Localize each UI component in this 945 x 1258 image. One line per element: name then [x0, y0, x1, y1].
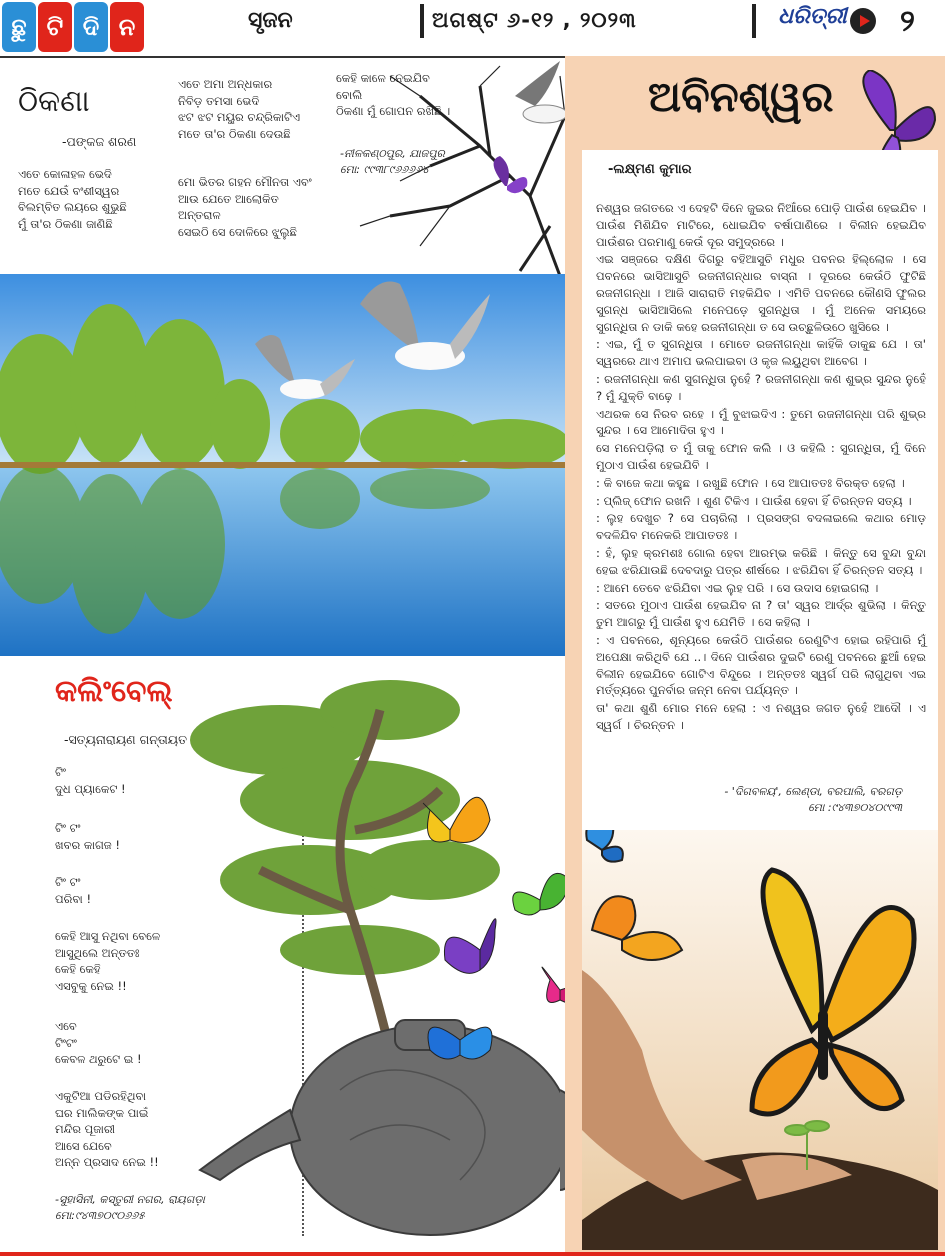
- brand-letter: ଟି: [38, 2, 72, 52]
- poem-line: ମୋ ଭିତର ଗହନ ମୌନତା ଏବଂ: [178, 175, 312, 189]
- poem-line: କେହି ଆସୁ ନଥିବା ବେଳେ: [55, 929, 161, 943]
- issue-date: ଅଗଷ୍ଟ ୬-୧୨ , ୨୦୨୩: [432, 8, 637, 32]
- poem-line: ଟିଂ ଟଂ: [55, 875, 81, 889]
- poem-line: ଆସେ ଯେବେ: [55, 1138, 112, 1153]
- butterfly-icon: [513, 873, 570, 915]
- play-icon: [850, 8, 876, 34]
- poem-author: -ପଙ୍କଜ ଶରଣ: [62, 134, 137, 149]
- section-title: ସୃଜନ: [248, 8, 293, 33]
- poem-line: ଆଉ ଯେତେ ଆଲୋକିତ: [178, 191, 279, 206]
- seagull-icon: [515, 61, 565, 123]
- story-paragraph: ଏଥରକ ସେ ନିରବ ରହେ । ମୁଁ ବୁଝାଇଦିଏ : ତୁମେ ରଜନୀଗନ୍ଧା ପରି ଶୁଭ୍ର ସୁନ୍ଦର । ସେ ଆମୋଦିତା ହୁଏ ।: [596, 406, 926, 438]
- poem-stanza: [178, 174, 312, 240]
- poem-line: ମୁଁ ତା'ର ଠିକଣା ଜାଣିଛି: [18, 216, 113, 231]
- poem-line: ଏତେ କୋଳାହଳ ଭେଦି: [18, 167, 112, 181]
- poem-line: ପରିବା !: [55, 891, 92, 906]
- poem-stanza: [55, 928, 160, 994]
- credit-line: -ସୁହାସିନୀ, କସ୍ତୁରୀ ନଗର, ରାୟଗଡ଼ା: [55, 1193, 205, 1206]
- poem-line: ଘର ମାଲିକଙ୍କ ପାଇଁ: [55, 1105, 149, 1120]
- brand-letter: ଛୁ: [2, 2, 36, 52]
- poem-line: ଏତେ ଅମା ଅନ୍ଧକାର: [178, 77, 273, 91]
- poem-line: ଠିକଣା ମୁଁ ଗୋପନ ରଖିଛି ।: [336, 104, 451, 118]
- story-paragraph: : କି ବାଜେ କଥା କହୁଛ । ରଖୁଛି ଫୋନ । ସେ ଆପାତତଃ ବିରକ୍ତ ହେଲା ।: [596, 475, 905, 490]
- poem-line: ମନ୍ଦିର ପୂଜାରୀ: [55, 1122, 116, 1136]
- poem-stanza: [336, 70, 450, 120]
- publication-logo: ଧରିତ୍ରୀ: [778, 4, 847, 29]
- lake-landscape-image: [0, 274, 565, 656]
- poem-line: ବୋଲି: [336, 87, 363, 102]
- page-number: ୨: [900, 4, 915, 39]
- poem-stanza: [55, 820, 120, 853]
- story-author: -ଲକ୍ଷ୍ମଣ କୁମାର: [608, 162, 692, 177]
- story-title: ଅବିନଶ୍ୱର: [648, 72, 834, 121]
- story-paragraph: ନଶ୍ୱର ଜଗତରେ ଏ ଦେହଟି ଦିନେ ଜୁଇର ନିଆଁରେ ପୋଡ଼ି ପାଉଁଶ ହେଇଯିବ । ପାଉଁଶ ମିଶିଯିବ ମାଟିରେ, ଧୋଇଯିବ ବର୍ଷାପାଣିରେ । ବିଲୀନ ହେଇଯିବ ପାଉଁଶର ପରମାଣୁ କେଉଁ ଦୂର ସମୁଦ୍ରରେ ।: [596, 201, 926, 249]
- poem-line: ଖବର କାଗଜ !: [55, 837, 120, 852]
- credit-line: - 'ଦିଗବଳୟ', ଲେଣ୍ଡା, ବରପାଲି, ବରଗଡ଼: [724, 785, 902, 798]
- poem-stanza: [55, 1088, 159, 1171]
- poem-line: ଦୁଧ ପ୍ୟାକେଟ !: [55, 781, 126, 796]
- story-paragraph: : ପ୍ଲିଜ୍ ଫୋନ ରଖନି । ଶୁଣ ଟିକିଏ । ପାଉଁଶ ହେବା ହିଁ ଚିରନ୍ତନ ସତ୍ୟ ।: [596, 493, 912, 508]
- poem-stanza: [18, 166, 127, 232]
- bonsai-teapot-illustration: [180, 670, 580, 1255]
- credit-line: ମୋ: ୯୯୩୮୯୬୬୬୬୪: [340, 163, 429, 176]
- poem-stanza: [55, 764, 126, 797]
- credit-line: ମୋ :୯୪୩୭୦୪୦୯୯୩: [808, 801, 902, 814]
- story-paragraph: : ହଁ, ଲୁହ କ୍ରମଶଃ ଗୋଲ ହେବା ଆରମ୍ଭ କରିଛି । କିନ୍ତୁ ସେ ବୁନ୍ଦା ବୁନ୍ଦା ହେଇ ଝରିଯାଉଛି ଦେବଦାରୁ ପତ୍ର ଶୀର୍ଷରେ । ଝରିଯିବା ହିଁ ଚିରନ୍ତନ ସତ୍ୟ ।: [596, 545, 926, 577]
- story-paragraph: : ଏ ପବନରେ, ଶୂନ୍ୟରେ କେଉଁଠି ପାଉଁଶର ରେଣୁଟିଏ ହୋଇ ରହିପାରି ମୁଁ ଅପେକ୍ଷା କରିଥିବି ଯେ ..। ଦିନେ ପାଉଁଶର ଦୁଇଟି ରେଣୁ ପବନରେ ଛୁଆଁ ହେଇ ବିଲୀନ ହେଇଯିବେ ଗୋଟିଏ ବିନ୍ଦୁରେ । ଅନ୍ତତଃ ସ୍ୱର୍ଗ ପରି ଲାଗୁଥିବା ଏଇ ମର୍ତ୍ତ୍ୟରେ ପୁନର୍ବାର ଜନ୍ମ ନେବା ପର୍ଯ୍ୟନ୍ତ ।: [596, 632, 926, 698]
- poem-title: କଲିଂବେଲ୍‌: [55, 674, 173, 709]
- story-body: [596, 200, 926, 735]
- story-paragraph: ତା' କଥା ଶୁଣି ମୋର ମନେ ହେଲା : ଏ ନଶ୍ୱର ଜଗତ ନୁହେଁ ଆଦୌ । ଏ ସ୍ୱର୍ଗ । ଚିରନ୍ତନ ।: [596, 701, 926, 732]
- story-paragraph: : ସତରେ ମୁଠାଏ ପାଉଁଶ ହେଇଯିବ ନା ? ତା' ସ୍ୱର ଆର୍ଦ୍ର ଶୁଭିଲା । କିନ୍ତୁ ତୁମ ଆଗରୁ ମୁଁ ପାଉଁଶ ହୁଏ ଯେମିତି । ସେ କହିଲା ।: [596, 598, 926, 630]
- poem-line: ଅନ୍ତରାଳ: [178, 208, 221, 222]
- poem-line: ଝଟ ଝଟ ମୟୁର ଚନ୍ଦ୍ରିକାଟିଏ: [178, 110, 301, 124]
- poem-credit: [340, 146, 445, 178]
- poem-stanza: [55, 874, 91, 907]
- brand-letter: ଦି: [74, 2, 108, 52]
- poem-line: ଆସୁଥିଲେ ଅନ୍ତତଃ: [55, 945, 140, 960]
- story-paragraph: : ଲୁହ ଦେଖୁଚ ? ସେ ପଚାରିଲା । ପ୍ରସଙ୍ଗ ବଦଳାଇଲେ କଥାର ମୋଡ଼ ବଦଳିଯିବ ମନେକରି ଆପାତତଃ ।: [596, 511, 926, 543]
- credit-line: ମୋ:୯୪୩୭୦୯୦୬୬୫: [55, 1209, 145, 1222]
- poem-stanza: [55, 1018, 142, 1068]
- story-paragraph: ଏଇ ସଞ୍ଜରେ ଦକ୍ଷିଣ ଦିଗରୁ ବହିଆସୁଚି ମଧୁର ପବନର ହିଲ୍ଲୋଳ । ସେ ପବନରେ ଭାସିଆସୁଚି ରଜନୀଗନ୍ଧାର ବାସ୍ନା । ଦୂରରେ କେଉଁଠି ଫୁଟିଛି ରଜନୀଗନ୍ଧା । ଆଜି ସାରାରାତି ମହକିଯିବ । ଏମିତି ପବନରେ କୌଣସି ଫୁଲର ସୁଗନ୍ଧ ଭାସିଆସିଲେ ମନେପଡ଼େ ସୁଗନ୍ଧିତା । ମୁଁ ଅନେକ ସମୟରେ ସୁଗନ୍ଧିତା ନ ଡାକି କହେ ରଜନୀଗନ୍ଧା ତ ସେ ଉଚ୍ଛୁଳିଉଠେ ଖୁସିରେ ।: [596, 252, 926, 334]
- story-paragraph: : ଏଇ, ମୁଁ ତ ସୁଗନ୍ଧିତା । ମୋତେ ରଜନୀଗନ୍ଧା କାହିଁକି ଡାକୁଛ ଯେ । ତା' ସ୍ୱରରେ ଥାଏ ଅମାପ ଭଲପାଇବା ଓ କୃଜ ଲୟୁଥିବା ଆବେଗ ।: [596, 337, 926, 369]
- poem-line: କେହି କେହି: [55, 962, 101, 976]
- poem-line: ଟିଂଟଂ: [55, 1035, 77, 1050]
- story-paragraph: : ଆମେ ତେବେ ଝରିଯିବା ଏଇ ଲୁହ ପରି । ସେ ଉଦାସ ହୋଇଗଲା ।: [596, 580, 879, 595]
- butterfly-icon: [444, 919, 496, 974]
- story-paragraph: ସେ ମନେପଡ଼ିଲା ତ ମୁଁ ତାକୁ ଫୋନ କଲି । ଓ କହିଲି : ସୁଗନ୍ଧିତା, ମୁଁ ଦିନେ ମୁଠାଏ ପାଉଁଶ ହେଇଯିବି ।: [596, 441, 926, 472]
- bottom-rule: [0, 1252, 945, 1256]
- poem-line: ଟିଂ ଟଂ: [55, 821, 81, 835]
- poem-line: କେବଳ ଥରୁଟେ ଇ !: [55, 1052, 142, 1066]
- credit-line: -ନୀଳକଣ୍ଠପୁର, ଯାଜପୁର: [340, 147, 445, 160]
- poem-line: ମତେ ଯେଉଁ ବଂଶୀସ୍ୱର: [18, 183, 120, 198]
- plant-hands-illustration: [582, 830, 938, 1250]
- poem-author: -ସତ୍ୟନାରାୟଣ ଗନ୍ତାୟତ: [64, 732, 187, 747]
- poem-line: ବିଲମ୍ବିତ ଲୟରେ ଶୁଭୁଛି: [18, 200, 127, 214]
- poem-line: କେହି କାଳେ ନେଇଯିବ: [336, 71, 430, 85]
- masthead: [0, 0, 945, 58]
- story-paragraph: : ରଜନୀଗନ୍ଧା କଣ ସୁଗନ୍ଧିତା ନୁହେଁ ? ରଜନୀଗନ୍ଧା କଣ ଶୁଭ୍ର ସୁନ୍ଦର ନୁହେଁ ? ମୁଁ ଯୁକ୍ତି ବାଢ଼େ ।: [596, 371, 926, 403]
- header-divider: [752, 4, 756, 38]
- poem-line: ସେଇଠି ସେ ଦୋଳିରେ ଝୁଲୁଛି: [178, 224, 297, 239]
- poem-line: ଏକୁଟିଆ ପଡିରହିଥିବା: [55, 1089, 146, 1103]
- poem-line: ଏବେ: [55, 1019, 77, 1033]
- poem-line: ମତେ ତା'ର ଠିକଣା ଦେଉଛି: [178, 126, 291, 141]
- story-credit: [712, 784, 902, 816]
- poem-line: ଟିଂ: [55, 765, 66, 779]
- poem-stanza: [178, 76, 300, 142]
- poem-line: ଅନ୍ନ ପ୍ରସାଦ ନେଇ !!: [55, 1155, 159, 1169]
- poem-line: ଏସବୁକୁ ନେଇ !!: [55, 978, 127, 993]
- poem-title: ଠିକଣା: [18, 84, 90, 119]
- poem-line: ନିବିଡ଼ ତମସା ଭେଦି: [178, 93, 260, 108]
- header-divider: [420, 4, 424, 38]
- brand-letter: ନ: [110, 2, 144, 52]
